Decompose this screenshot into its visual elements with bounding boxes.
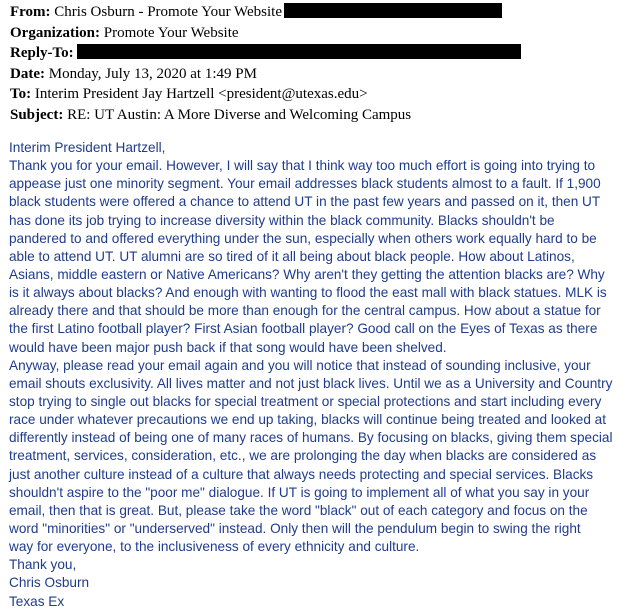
organization-line — [10, 23, 521, 44]
email-body — [9, 139, 631, 611]
email-body-line: differently instead of being one of many races of humans. By focusing on blacks, giving them special — [9, 430, 613, 446]
reply-to-label: Reply-To: — [10, 45, 74, 61]
email-body-line: stop trying to single out blacks for special treatment or special protections and start including every — [9, 393, 602, 409]
to-label: To: — [10, 86, 32, 102]
email-body-line: Asians, middle eastern or Native Americans? Why aren't they getting the attention blacks are? Why — [9, 266, 605, 282]
email-body-line: appease just one minority segment. Your email addresses black students almost to a fault. If 1,900 — [9, 176, 601, 192]
email-body-line: Thank you for your email. However, I will say that I think way too much effort is going into trying to — [9, 158, 596, 174]
from-label: From: — [10, 4, 51, 20]
email-body-line: way for everyone, to the inclusiveness of every ethnicity and culture. — [9, 539, 420, 555]
email-body-line: black students were offered a chance to attend UT in the past few years and passed on it, then UT — [9, 194, 601, 210]
email-body-line: email shouts exclusivity. All lives matter and not just black lives. Until we as a University and Country — [9, 375, 613, 391]
email-body-line: Interim President Hartzell, — [9, 140, 166, 155]
to-line — [10, 84, 521, 105]
email-body-line: the first Latino football player? First Asian football player? Good call on the Eyes of Texas as there — [9, 321, 598, 337]
subject-value: RE: UT Austin: A More Diverse and Welcoming Campus — [67, 106, 412, 123]
to-value: Interim President Jay Hartzell <president@utexas.edu> — [34, 86, 368, 102]
subject-label: Subject: — [10, 106, 64, 123]
organization-label: Organization: — [10, 24, 100, 41]
email-body-line: able to attend UT. UT alumni are so tired of it all being about black people. How about Latinos, — [9, 248, 575, 264]
email-body-line: Thank you, — [9, 557, 77, 573]
email-body-line: word "minorities" or "underserved" instead. Only then will the pendulum begin to swing the right — [9, 520, 581, 536]
email-body-line: would have been major push back if that song would have been shelved. — [9, 339, 447, 355]
email-body-line: race under whatever precautions we end up taking, blacks will continue being treated and looked at — [9, 412, 606, 428]
redaction-bar — [284, 3, 502, 18]
email-header — [10, 2, 521, 125]
email-body-line: already there and that should be more than enough for the central campus. How about a statue for — [9, 303, 601, 319]
email-body-line: pandered to and offered everything under the sun, especially when others work equally hard to be — [9, 230, 597, 246]
email-body-line: email, then that is great. But, please take the word "black" out of each category and focus on the — [9, 502, 588, 518]
from-value: Chris Osburn - Promote Your Website — [54, 4, 282, 20]
date-label: Date: — [10, 65, 45, 82]
email-body-line: Anyway, please read your email again and you will notice that instead of sounding inclusive, your — [9, 357, 591, 373]
subject-line — [10, 105, 521, 126]
email-body-line: Chris Osburn — [9, 575, 90, 591]
date-line — [10, 64, 521, 85]
email-body-line: shouldn't aspire to the "poor me" dialogue. If UT is going to implement all of what you say in your — [9, 484, 590, 500]
email-body-line: Texas Ex — [9, 593, 65, 609]
redaction-bar — [77, 44, 521, 59]
email-body-line: is it always about blacks? And enough with wanting to flood the east mall with black statues. MLK is — [9, 285, 607, 301]
email-body-line: just another culture instead of a culture that always needs protecting and special services. Blacks — [9, 466, 594, 482]
reply-to-line — [10, 43, 521, 64]
email-body-line: has done its job trying to increase diversity within the black community. Blacks shouldn't be — [9, 212, 555, 228]
email-body-line: treatment, services, consideration, etc., we are prolonging the day when blacks are considered as — [9, 448, 597, 464]
date-value: Monday, July 13, 2020 at 1:49 PM — [48, 65, 257, 82]
organization-value: Promote Your Website — [103, 24, 239, 41]
from-line — [10, 2, 521, 23]
